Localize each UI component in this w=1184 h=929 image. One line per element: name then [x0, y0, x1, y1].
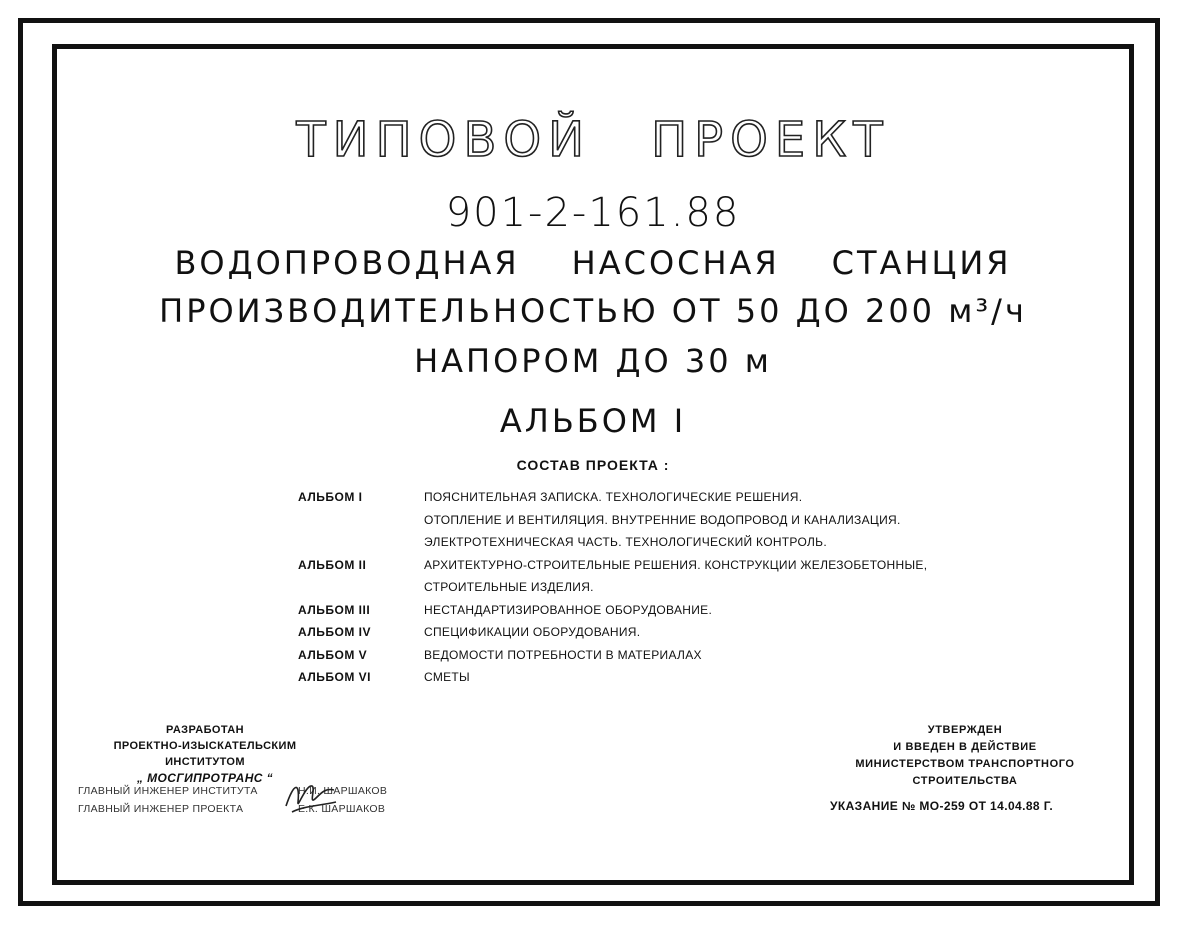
- subject-line-3: НАПОРОМ ДО 30 м: [414, 342, 772, 380]
- document-title: [52, 112, 1134, 168]
- developer-name: „ МОСГИПРОТРАНС “: [136, 771, 273, 785]
- signature-position: ГЛАВНЫЙ ИНЖЕНЕР ПРОЕКТА: [78, 803, 244, 815]
- contents-row: [298, 554, 938, 577]
- contents-album: АЛЬБОМ VI: [298, 670, 371, 685]
- contents-row: [298, 531, 938, 554]
- subject-word: НАСОСНАЯ: [571, 244, 780, 282]
- signature-block: [78, 782, 458, 818]
- contents-list: [298, 486, 938, 689]
- developer-line: ПРОЕКТНО-ИЗЫСКАТЕЛЬСКИМ ИНСТИТУТОМ: [113, 740, 297, 768]
- signature-name: Е.К. ШАРШАКОВ: [298, 803, 386, 815]
- contents-row: [298, 644, 938, 667]
- subject-word: СТАНЦИЯ: [831, 244, 1012, 282]
- approval-line: И ВВЕДЕН В ДЕЙСТВИЕ: [893, 741, 1037, 753]
- approval-order: УКАЗАНИЕ № МО-259 ОТ 14.04.88 Г.: [830, 799, 1054, 813]
- contents-row: [298, 621, 938, 644]
- contents-row: [298, 509, 938, 532]
- contents-heading: СОСТАВ ПРОЕКТА :: [516, 457, 670, 473]
- handwritten-signature: [282, 776, 342, 818]
- contents-row: [298, 486, 938, 509]
- contents-album: АЛЬБОМ II: [298, 557, 367, 572]
- contents-album: АЛЬБОМ III: [298, 602, 371, 617]
- contents-album: АЛЬБОМ IV: [298, 625, 371, 640]
- contents-text: СМЕТЫ: [424, 670, 470, 685]
- signature-row: [78, 800, 458, 818]
- approval-block: [830, 722, 1100, 815]
- album-heading: АЛЬБОМ I: [499, 402, 687, 440]
- contents-album: АЛЬБОМ I: [298, 490, 363, 505]
- subject-line-1: [52, 244, 1134, 282]
- contents-album: АЛЬБОМ V: [298, 647, 368, 662]
- approval-line: УТВЕРЖДЕН: [927, 724, 1003, 736]
- signature-name: Н.И. ШАРШАКОВ: [298, 785, 388, 797]
- contents-row: [298, 576, 938, 599]
- developer-line: РАЗРАБОТАН: [166, 724, 244, 736]
- contents-text: ВЕДОМОСТИ ПОТРЕБНОСТИ В МАТЕРИАЛАХ: [424, 647, 702, 662]
- subject-line-2: ПРОИЗВОДИТЕЛЬНОСТЬЮ ОТ 50 ДО 200 м³/ч: [159, 292, 1027, 330]
- contents-row: [298, 666, 938, 689]
- approval-line: МИНИСТЕРСТВОМ ТРАНСПОРТНОГО СТРОИТЕЛЬСТВА: [855, 758, 1075, 787]
- signature-row: [78, 782, 458, 800]
- contents-text: ОТОПЛЕНИЕ И ВЕНТИЛЯЦИЯ. ВНУТРЕННИЕ ВОДОПРОВОД И КАНАЛИЗАЦИЯ.: [424, 512, 901, 527]
- contents-text: ПОЯСНИТЕЛЬНАЯ ЗАПИСКА. ТЕХНОЛОГИЧЕСКИЕ РЕШЕНИЯ.: [424, 490, 803, 505]
- subject-word: ВОДОПРОВОДНАЯ: [174, 244, 520, 282]
- contents-text: НЕСТАНДАРТИЗИРОВАННОЕ ОБОРУДОВАНИЕ.: [424, 602, 713, 617]
- title-word: ПРОЕКТ: [651, 112, 890, 168]
- contents-text: ЭЛЕКТРОТЕХНИЧЕСКАЯ ЧАСТЬ. ТЕХНОЛОГИЧЕСКИЙ КОНТРОЛЬ.: [424, 535, 827, 550]
- project-code: 901-2-161.88: [445, 190, 741, 236]
- contents-text: СТРОИТЕЛЬНЫЕ ИЗДЕЛИЯ.: [424, 580, 594, 595]
- contents-text: АРХИТЕКТУРНО-СТРОИТЕЛЬНЫЕ РЕШЕНИЯ. КОНСТРУКЦИИ ЖЕЛЕЗОБЕТОННЫЕ,: [424, 557, 928, 572]
- contents-row: [298, 599, 938, 622]
- signature-position: ГЛАВНЫЙ ИНЖЕНЕР ИНСТИТУТА: [78, 785, 258, 797]
- contents-text: СПЕЦИФИКАЦИИ ОБОРУДОВАНИЯ.: [424, 625, 641, 640]
- title-word: ТИПОВОЙ: [296, 112, 592, 168]
